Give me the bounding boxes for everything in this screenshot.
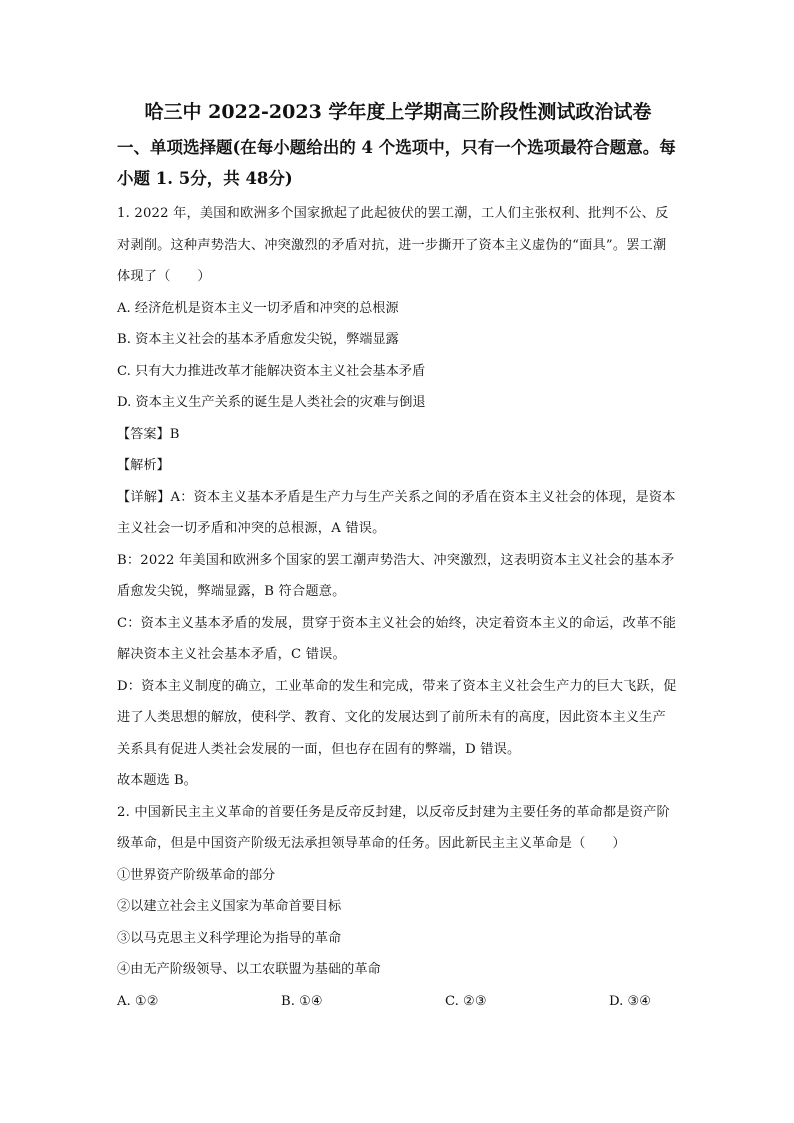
question-2-statement-1: ①世界资产阶级革命的部分	[117, 867, 276, 883]
section-heading: 一、单项选择题(在每小题给出的 4 个选项中，只有一个选项最符合题意。每小题 1. 5分，共 48分)	[117, 138, 676, 188]
exam-page	[117, 100, 679, 1017]
question-1-option-b: B. 资本主义社会的基本矛盾愈发尖锐，弊端显露	[117, 332, 399, 347]
question-1-option-d: D. 资本主义生产关系的诞生是人类社会的灾难与倒退	[117, 395, 426, 410]
question-2-choices	[117, 986, 679, 1018]
question-1-detail-a: 【详解】A：资本主义基本矛盾是生产力与生产关系之间的矛盾在资本主义社会的体现，是资本主义社会一切矛盾和冲突的总根源，A 错误。	[117, 489, 676, 536]
question-2-choice-a: A. ①②	[117, 993, 159, 1009]
question-1-answer: 【答案】B	[117, 426, 180, 442]
question-2-statement-2: ②以建立社会主义国家为革命首要目标	[117, 899, 342, 914]
question-1-stem: 1. 2022 年，美国和欧洲多个国家掀起了此起彼伏的罢工潮，工人们主张权利、批判不公、反对剥削。这种声势浩大、冲突激烈的矛盾对抗，进一步撕开了资本主义虚伪的“面具”。罢工潮体现了（ ）	[117, 206, 669, 284]
question-1-option-a: A. 经济危机是资本主义一切矛盾和冲突的总根源	[117, 300, 399, 316]
question-2-choice-c: C. ②③	[445, 993, 487, 1009]
question-2-statement-4: ④由无产阶级领导、以工农联盟为基础的革命	[117, 962, 381, 977]
question-1	[117, 198, 679, 797]
question-1-option-c: C. 只有大力推进改革才能解决资本主义社会基本矛盾	[117, 363, 426, 379]
question-1-analysis-label: 【解析】	[117, 458, 170, 473]
exam-title: 哈三中 2022-2023 学年度上学期高三阶段性测试政治试卷	[144, 101, 652, 123]
question-1-detail-b: B：2022 年美国和欧洲多个国家的罢工潮声势浩大、冲突激烈，这表明资本主义社会的基本矛盾愈发尖锐，弊端显露，B 符合题意。	[117, 552, 675, 599]
question-2	[117, 797, 679, 1018]
question-2-statement-3: ③以马克思主义科学理论为指导的革命	[117, 930, 342, 946]
question-2-choice-b: B. ①④	[281, 993, 323, 1009]
question-1-detail-d: D：资本主义制度的确立，工业革命的发生和完成，带来了资本主义社会生产力的巨大飞跃，促进了人类思想的解放，使科学、教育、文化的发展达到了前所未有的高度，因此资本主义生产关系具有促进人类社会发展的一面，但也存在固有的弊端，D 错误。	[117, 678, 677, 757]
question-1-conclusion: 故本题选 B。	[117, 773, 197, 788]
question-2-choice-d: D. ③④	[609, 993, 652, 1009]
question-2-stem: 2. 中国新民主主义革命的首要任务是反帝反封建，以反帝反封建为主要任务的革命都是资产阶级革命，但是中国资产阶级无法承担领导革命的任务。因此新民主主义革命是（ ）	[117, 804, 670, 851]
question-1-detail-c: C：资本主义基本矛盾的发展，贯穿于资本主义社会的始终，决定着资本主义的命运，改革不能解决资本主义社会基本矛盾，C 错误。	[117, 615, 677, 662]
